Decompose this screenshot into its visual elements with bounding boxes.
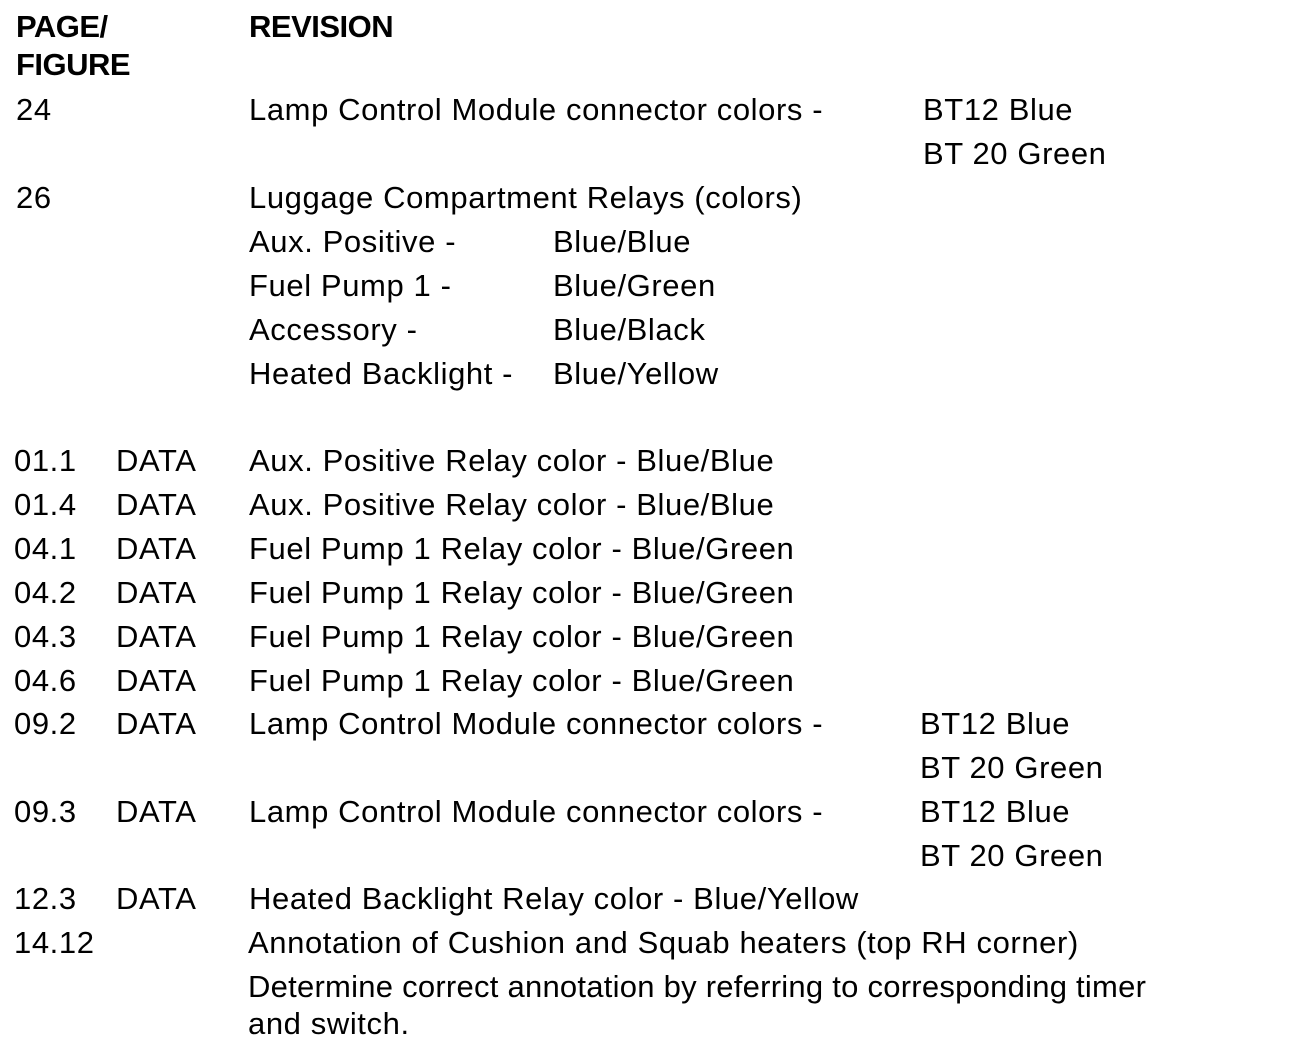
entry-data-tag: DATA <box>116 487 197 522</box>
entry-value: BT 20 Green <box>920 750 1104 785</box>
entry-revision-text: Lamp Control Module connector colors - <box>249 706 824 741</box>
entry-revision-text: Heated Backlight Relay color - Blue/Yellow <box>249 881 859 916</box>
entry-revision-text: Luggage Compartment Relays (colors) <box>249 180 803 215</box>
entry-page: 01.4 <box>14 487 77 522</box>
header-page-figure-line2: FIGURE <box>16 47 131 82</box>
header-revision: REVISION <box>249 9 394 44</box>
entry-data-tag: DATA <box>116 663 197 698</box>
entry-data-tag: DATA <box>116 706 197 741</box>
relay-color: Blue/Yellow <box>553 356 719 391</box>
entry-revision-text: Annotation of Cushion and Squab heaters (top RH corner) <box>248 925 1079 960</box>
entry-page: 04.3 <box>14 619 77 654</box>
relay-color: Blue/Blue <box>553 224 692 259</box>
entry-page: 04.6 <box>14 663 77 698</box>
entry-value: BT12 Blue <box>920 794 1071 829</box>
entry-page: 01.1 <box>14 443 77 478</box>
entry-page: 04.1 <box>14 531 77 566</box>
entry-page: 26 <box>16 180 52 215</box>
entry-page: 12.3 <box>14 881 77 916</box>
entry-page: 24 <box>16 92 52 127</box>
entry-revision-text: Aux. Positive Relay color - Blue/Blue <box>249 487 775 522</box>
entry-revision-text: Lamp Control Module connector colors - <box>249 794 824 829</box>
relay-color: Blue/Green <box>553 268 716 303</box>
entry-revision-text: Fuel Pump 1 Relay color - Blue/Green <box>249 663 795 698</box>
entry-revision-text: Fuel Pump 1 Relay color - Blue/Green <box>249 619 795 654</box>
relay-label: Accessory - <box>249 312 418 347</box>
entry-value: BT 20 Green <box>923 136 1107 171</box>
entry-revision-text-line3: and switch. <box>248 1006 410 1041</box>
entry-data-tag: DATA <box>116 575 197 610</box>
relay-label: Aux. Positive - <box>249 224 457 259</box>
entry-page: 09.2 <box>14 706 77 741</box>
entry-revision-text: Fuel Pump 1 Relay color - Blue/Green <box>249 531 795 566</box>
relay-label: Fuel Pump 1 - <box>249 268 452 303</box>
entry-page: 04.2 <box>14 575 77 610</box>
relay-label: Heated Backlight - <box>249 356 514 391</box>
entry-data-tag: DATA <box>116 531 197 566</box>
entry-value: BT12 Blue <box>923 92 1074 127</box>
relay-color: Blue/Black <box>553 312 706 347</box>
entry-revision-text: Fuel Pump 1 Relay color - Blue/Green <box>249 575 795 610</box>
entry-page: 14.12 <box>14 925 95 960</box>
entry-value: BT 20 Green <box>920 838 1104 873</box>
entry-data-tag: DATA <box>116 881 197 916</box>
entry-page: 09.3 <box>14 794 77 829</box>
header-page-figure-line1: PAGE/ <box>16 9 108 44</box>
entry-value: BT12 Blue <box>920 706 1071 741</box>
entry-data-tag: DATA <box>116 794 197 829</box>
entry-revision-text: Lamp Control Module connector colors - <box>249 92 824 127</box>
entry-revision-text: Aux. Positive Relay color - Blue/Blue <box>249 443 775 478</box>
entry-data-tag: DATA <box>116 443 197 478</box>
entry-revision-text-line2: Determine correct annotation by referring to corresponding timer <box>248 969 1147 1004</box>
entry-data-tag: DATA <box>116 619 197 654</box>
